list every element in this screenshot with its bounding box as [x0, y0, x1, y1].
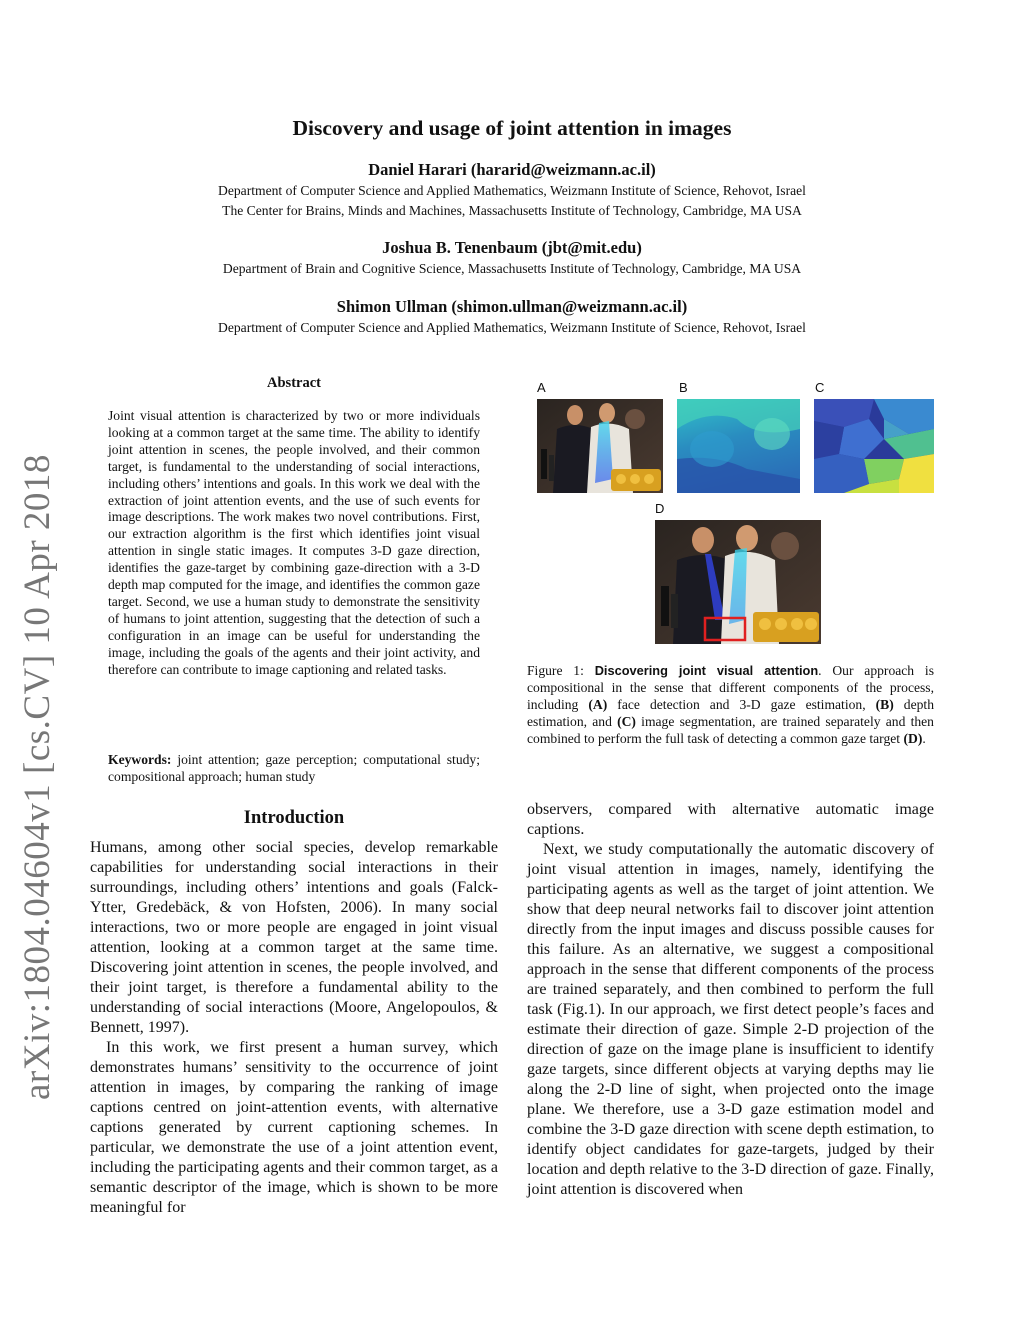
author-1-name: Daniel Harari (hararid@weizmann.ac.il): [368, 160, 656, 179]
intro-paragraph-4: Next, we study computationally the automatic discovery of joint visual attention in images, namely, identifying the participating agents as well as the target of joint attention. We show that deep neural networks fail to discover joint attention directly from the input images and discuss possible causes for this failure. As an alternative, we suggest a compositional approach in the sense that different components of the process are trained separately, and then combined to perform the full task (Fig.1). In our approach, we first detect people’s faces and estimate their direction of gaze. Simple 2-D projection of the direction of gaze on the image plane is insufficient to identify gaze targets, since different objects at varying depths may lie along the 2-D line of sight, when projected onto the image plane. We therefore, use a 3-D gaze estimation model and combine the 3-D gaze direction with scene depth estimation, to identify object candidates for gaze-targets, judged by their location and depth relative to the 3-D direction of gaze. Finally, joint attention is discovered when: [527, 841, 934, 1198]
author-2-affiliation-1: Department of Brain and Cognitive Science, Massachusetts Institute of Technology, Cambridge, MA USA: [222, 261, 802, 276]
paper-title: Discovery and usage of joint attention in images: [292, 116, 732, 140]
caption-ref-d: (D): [903, 731, 923, 746]
author-1-affiliation-2: The Center for Brains, Minds and Machines, Massachusetts Institute of Technology, Cambridge, MA USA: [222, 203, 802, 218]
caption-title: Discovering joint visual attention: [594, 663, 819, 678]
caption-ref-a: (A): [588, 697, 608, 712]
intro-paragraph-3: observers, compared with alternative automatic image captions.: [527, 801, 934, 838]
caption-ref-c: (C): [617, 714, 636, 729]
author-2-name: Joshua B. Tenenbaum (jbt@mit.edu): [382, 238, 642, 257]
caption-ref-b: (B): [875, 697, 894, 712]
caption-text-3: depth estimation, and: [527, 697, 934, 729]
keywords: [108, 752, 480, 786]
abstract-heading: Abstract: [267, 375, 321, 391]
panel-label-d: D: [655, 501, 665, 516]
abstract-text: Joint visual attention is characterized by two or more individuals looking at a common target at the same time. The ability to identify joint attention in scenes, the people involved, and their common target, is fundamental to the understanding of social interactions, including others’ intentions and goals. In this work we deal with the extraction of joint attention events, and the use of such events for image descriptions. The work makes two novel contributions. First, our extraction algorithm is the first which identifies joint visual attention in single static images. It computes 3-D gaze direction, identifies the gaze-target by combining gaze-direction with a 3-D depth map computed for the image, and identifies the common gaze target. Second, we use a human study to demonstrate the sensitivity of humans to joint attention, suggesting that the detection of such a configuration in an image can be useful for understanding the image, including the goals of the agents and their joint activity, and therefore can contribute to image captioning and related tasks.: [108, 408, 480, 677]
figure-panel-b-depth-map: [677, 399, 800, 493]
keywords-label: Keywords:: [108, 752, 172, 767]
caption-text-4: image segmentation, are trained separately and then combined to perform the full task of detecting a common gaze target: [527, 714, 934, 746]
figure-panel-d-image: [655, 520, 821, 644]
introduction-right-column: [527, 800, 934, 1200]
author-3-name: Shimon Ullman (shimon.ullman@weizmann.ac.il): [336, 297, 688, 316]
panel-label-b: B: [679, 380, 688, 395]
author-3-affiliation-1: Department of Computer Science and Applied Mathematics, Weizmann Institute of Science, Rehovot, Israel: [218, 320, 806, 335]
figure-panel-c-segmentation: [814, 399, 934, 493]
caption-text-1: . Our approach is compositional in the sense that different components of the process, including: [527, 663, 934, 712]
keywords-text: joint attention; gaze perception; computational study; compositional approach; human study: [108, 752, 480, 784]
figure-1-caption: [527, 662, 934, 747]
author-1-affiliation-1: Department of Computer Science and Applied Mathematics, Weizmann Institute of Science, Rehovot, Israel: [218, 183, 806, 198]
introduction-left-column: [90, 838, 498, 1218]
panel-label-a: A: [537, 380, 546, 395]
panel-label-c: C: [815, 380, 825, 395]
intro-paragraph-2: In this work, we first present a human survey, which demonstrates humans’ sensitivity to the occurrence of joint attention in images, by comparing the ranking of image captions centred on joint-attention events, with alternative captions generated by current captioning schemes. In particular, we demonstrate the use of a joint attention event, including the participating agents and their common target, as a semantic descriptor of the image, which is shown to be more meaningful for: [90, 1039, 498, 1216]
caption-end: .: [922, 731, 926, 746]
introduction-heading: Introduction: [243, 808, 345, 828]
caption-text-2: face detection and 3-D gaze estimation,: [607, 697, 876, 712]
intro-paragraph-1: Humans, among other social species, develop remarkable capabilities for understanding social interactions in their surroundings, including others’ intentions and goals (Falck-Ytter, Gredebäck, & von Hofsten, 2006). In many social interactions, two or more people are engaged in joint visual attention, looking at a common target at the same time. Discovering joint attention in scenes, the people involved, and their joint target, is therefore a fundamental ability to the understanding of social interactions (Moore, Angelopoulos, & Bennett, 1997).: [90, 839, 498, 1036]
figure-panel-a-image: [537, 399, 663, 493]
arxiv-watermark: arXiv:1804.04604v1 [cs.CV] 10 Apr 2018: [17, 454, 58, 1100]
caption-prefix: Figure 1:: [527, 663, 584, 678]
